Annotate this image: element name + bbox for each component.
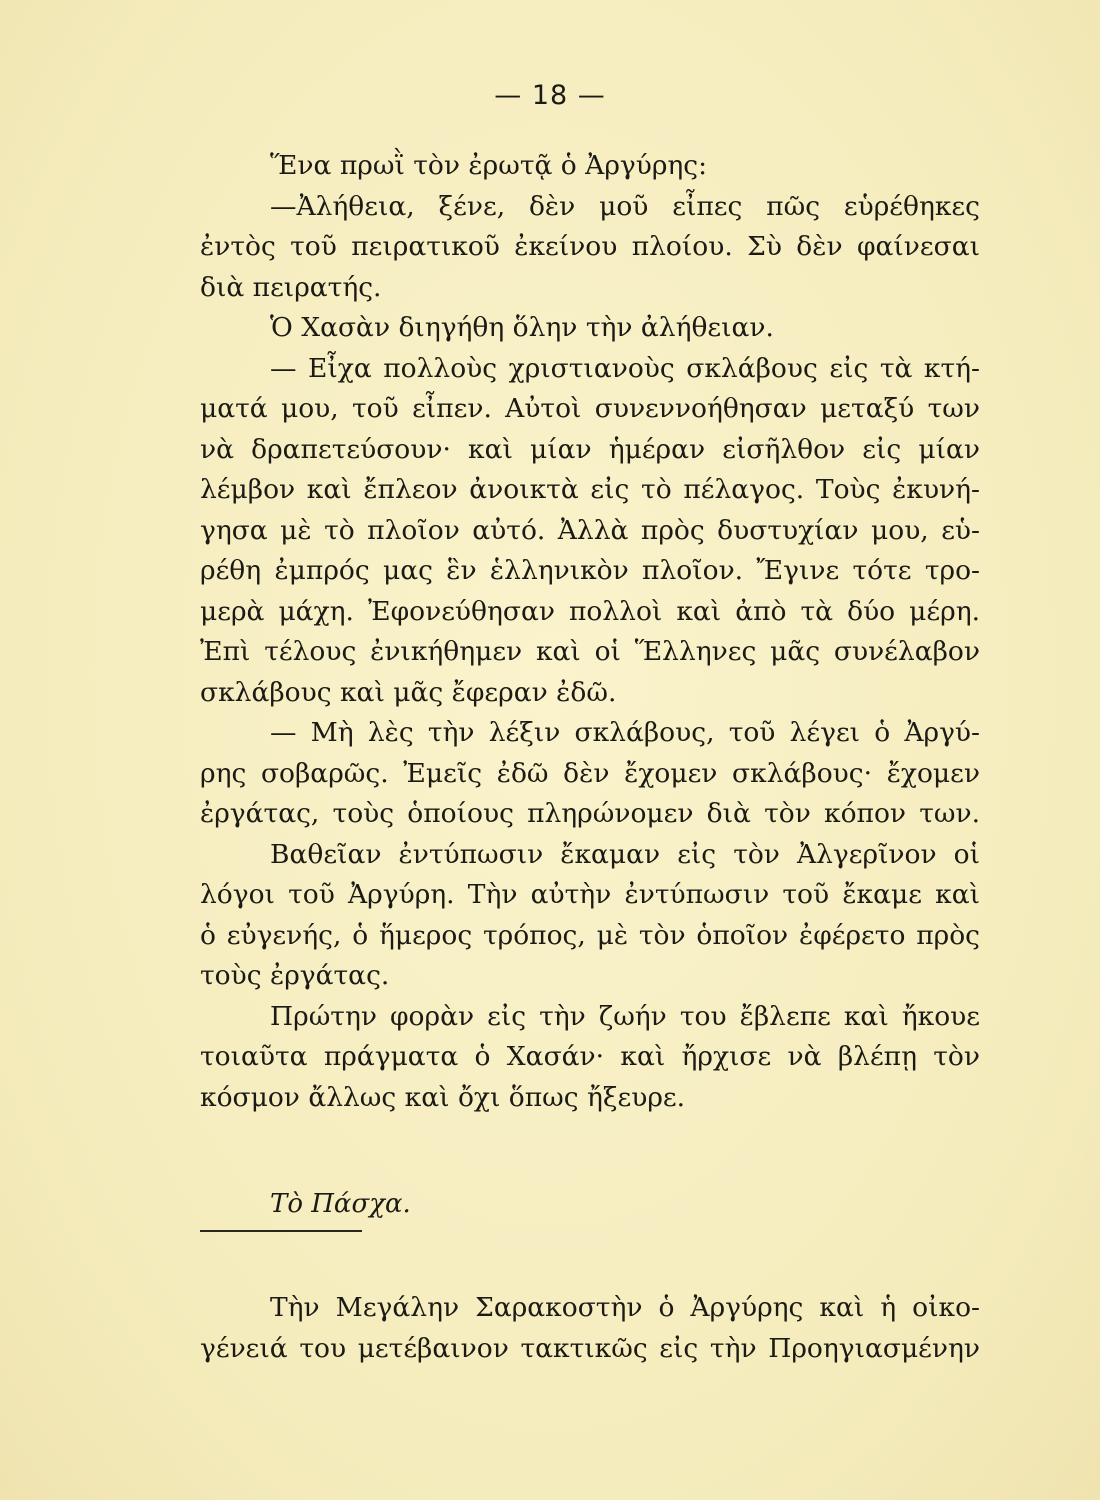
text-line: Βαθεῖαν ἐντύπωσιν ἔκαμαν εἰς τὸν Ἀλγερῖνον οἱ bbox=[270, 838, 980, 870]
text-line: γένειά του μετέβαινον τακτικῶς εἰς τὴν Προηγιασμένην bbox=[200, 1332, 980, 1364]
section-heading bbox=[200, 1184, 980, 1228]
text-line: διὰ πειρατής. bbox=[200, 271, 382, 303]
text-line: Ἐπὶ τέλους ἐνικήθημεν καὶ οἱ Ἕλληνες μᾶς συνέλαβον bbox=[200, 636, 980, 667]
text-line: τοὺς ἐργάτας. bbox=[200, 960, 390, 991]
text-line: — Εἶχα πολλοὺς χριστιανοὺς σκλάβους εἰς τὰ κτή- bbox=[270, 352, 980, 384]
body-text bbox=[200, 146, 980, 1369]
text-line: τοιαῦτα πράγματα ὁ Χασάν· καὶ ἤρχισε νὰ βλέπῃ τὸν bbox=[200, 1041, 980, 1072]
text-line: γησα μὲ τὸ πλοῖον αὐτό. Ἀλλὰ πρὸς δυστυχίαν μου, εὑ- bbox=[200, 514, 980, 546]
text-line: —Ἀλήθεια, ξένε, δὲν μοῦ εἶπες πῶς εὑρέθηκες bbox=[270, 190, 980, 222]
text-line: λόγοι τοῦ Ἀργύρη. Τὴν αὐτὴν ἐντύπωσιν τοῦ ἔκαμε καὶ bbox=[200, 879, 980, 910]
text-line: κόσμον ἄλλως καὶ ὄχι ὅπως ἤξευρε. bbox=[200, 1081, 686, 1113]
text-line: Ἕνα πρωῒ τὸν ἐρωτᾷ ὁ Ἀργύρης: bbox=[270, 150, 708, 181]
spacer bbox=[200, 1118, 980, 1184]
text-line: λέμβον καὶ ἔπλεον ἀνοικτὰ εἰς τὸ πέλαγος. Τοὺς ἐκυνή- bbox=[200, 474, 980, 505]
page-number: — 18 — bbox=[494, 80, 606, 111]
text-line: ρέθη ἐμπρός μας ἓν ἑλληνικὸν πλοῖον. Ἔγινε τότε τρο- bbox=[200, 555, 980, 586]
text-line: ἐντὸς τοῦ πειρατικοῦ ἐκείνου πλοίου. Σὺ δὲν φαίνεσαι bbox=[200, 231, 980, 262]
text-line: Πρώτην φορὰν εἰς τὴν ζωήν του ἔβλεπε καὶ ἤκουε bbox=[270, 1000, 980, 1032]
heading-underline bbox=[200, 1230, 362, 1232]
section-heading-text: Τὸ Πάσχα. bbox=[270, 1189, 411, 1219]
spacer bbox=[200, 1228, 980, 1288]
text-line: σκλάβους καὶ μᾶς ἔφεραν ἐδῶ. bbox=[200, 676, 617, 708]
text-line: Ὁ Χασὰν διηγήθη ὅλην τὴν ἀλήθειαν. bbox=[270, 312, 774, 343]
text-line: μερὰ μάχη. Ἐφονεύθησαν πολλοὶ καὶ ἀπὸ τὰ δύο μέρη. bbox=[200, 595, 980, 627]
text-line: ὁ εὐγενής, ὁ ἥμερος τρόπος, μὲ τὸν ὁποῖον ἐφέρετο πρὸς bbox=[200, 919, 980, 951]
text-line: ἐργάτας, τοὺς ὁποίους πληρώνομεν διὰ τὸν κόπον των. bbox=[200, 798, 980, 829]
text-line: νὰ δραπετεύσουν· καὶ μίαν ἡμέραν εἰσῆλθον εἰς μίαν bbox=[200, 433, 980, 465]
text-line: — Μὴ λὲς τὴν λέξιν σκλάβους, τοῦ λέγει ὁ Ἀργύ- bbox=[270, 717, 980, 748]
text-line: Τὴν Μεγάλην Σαρακοστὴν ὁ Ἀργύρης καὶ ἡ οἰκο- bbox=[270, 1292, 980, 1323]
text-line: ρης σοβαρῶς. Ἐμεῖς ἐδῶ δὲν ἔχομεν σκλάβους· ἔχομεν bbox=[200, 757, 980, 789]
text-line: ματά μου, τοῦ εἶπεν. Αὐτοὶ συνεννοήθησαν μεταξύ των bbox=[200, 393, 980, 424]
